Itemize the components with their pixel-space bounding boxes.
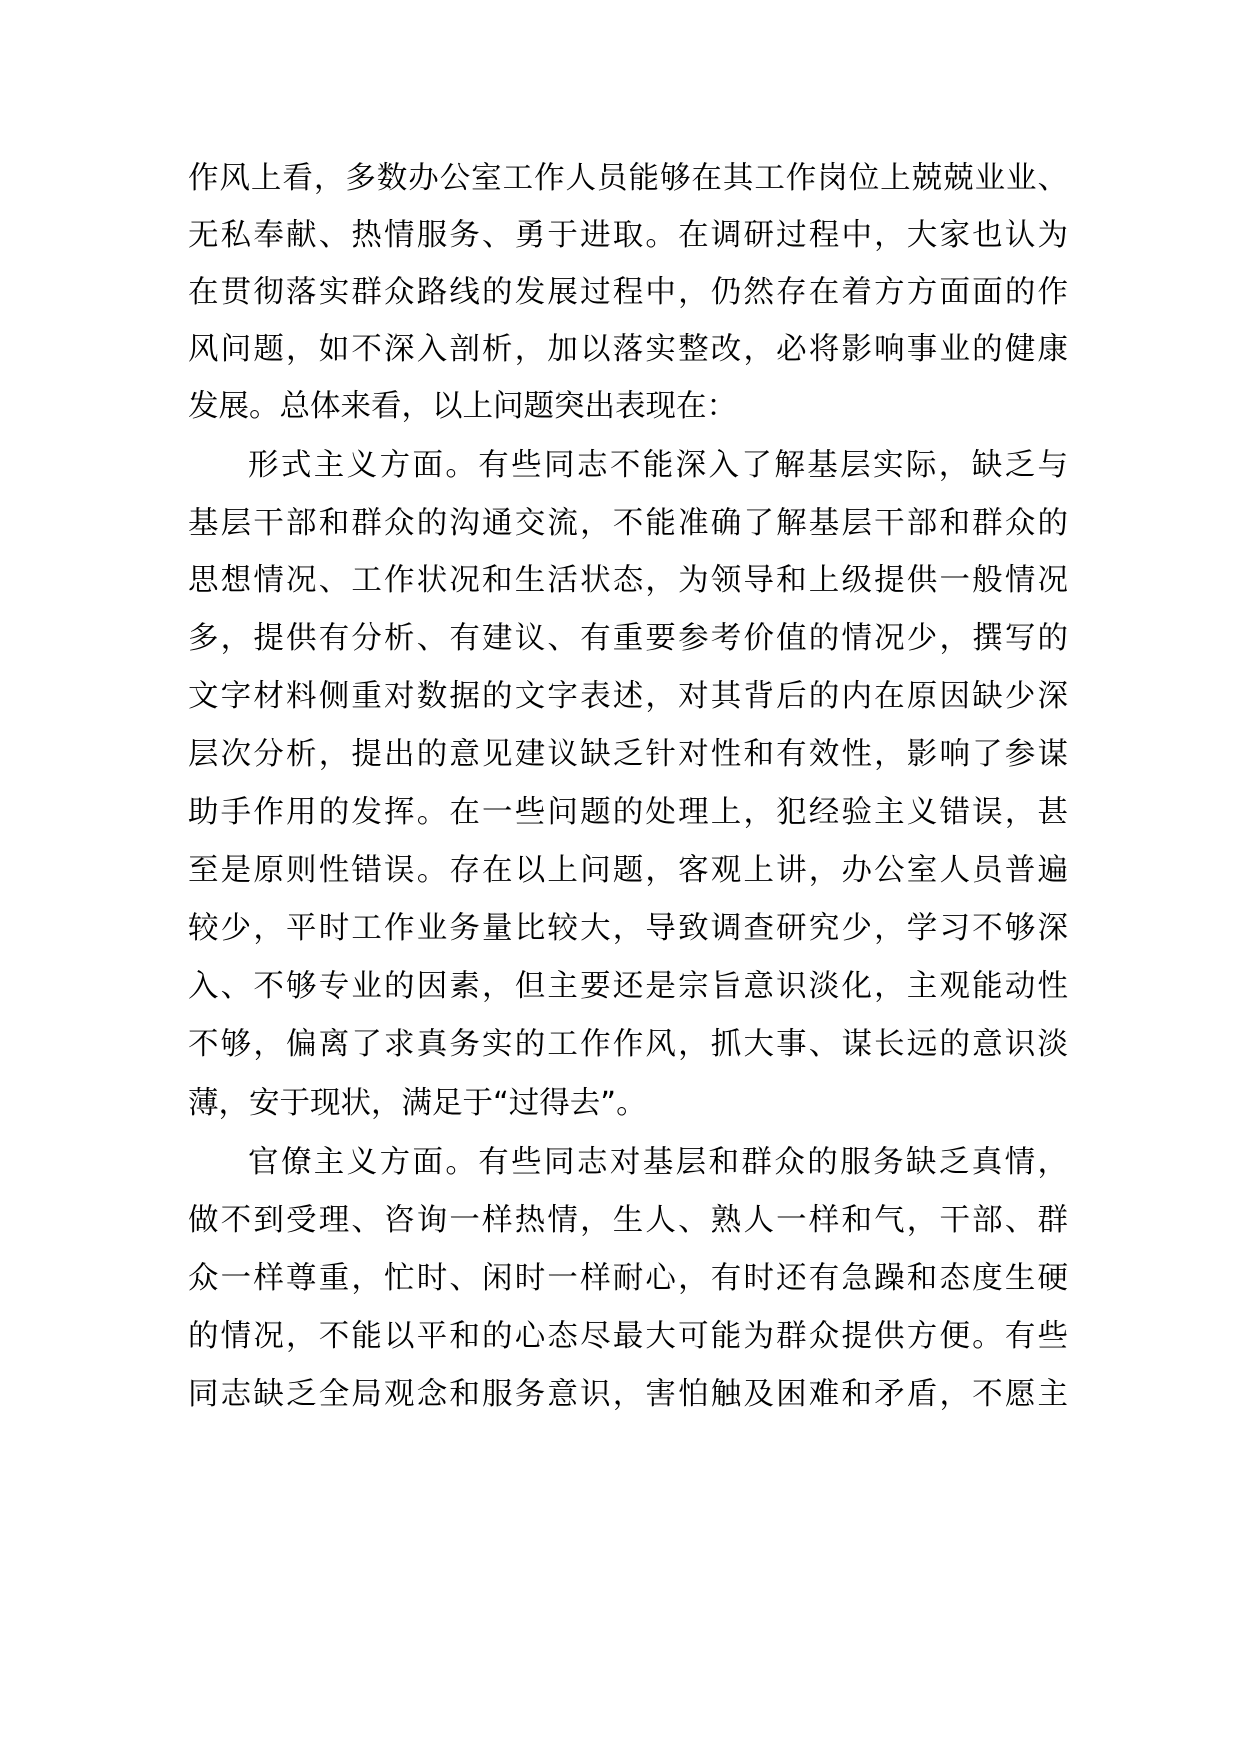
text-line: 基层干部和群众的沟通交流，不能准确了解基层干部和群众的 xyxy=(188,506,1068,541)
text-line: 在贯彻落实群众路线的发展过程中，仍然存在着方方面面的作 xyxy=(188,275,1068,310)
text-line: 较少，平时工作业务量比较大，导致调查研究少，学习不够深 xyxy=(188,911,1068,946)
text-line: 发展。总体来看，以上问题突出表现在： xyxy=(188,389,737,424)
text-line: 不够，偏离了求真务实的工作作风，抓大事、谋长远的意识淡 xyxy=(188,1027,1068,1062)
text-line: 入、不够专业的因素，但主要还是宗旨意识淡化，主观能动性 xyxy=(188,969,1068,1004)
text-line: 无私奉献、热情服务、勇于进取。在调研过程中，大家也认为 xyxy=(188,218,1068,253)
text-line: 层次分析，提出的意见建议缺乏针对性和有效性，影响了参谋 xyxy=(188,737,1068,772)
text-line: 风问题，如不深入剖析，加以落实整改，必将影响事业的健康 xyxy=(188,332,1068,367)
text-line: 薄，安于现状，满足于“过得去”。 xyxy=(188,1086,647,1121)
text-line: 官僚主义方面。有些同志对基层和群众的服务缺乏真情， xyxy=(248,1145,1068,1180)
text-line: 至是原则性错误。存在以上问题，客观上讲，办公室人员普遍 xyxy=(188,853,1068,888)
text-line: 形式主义方面。有些同志不能深入了解基层实际，缺乏与 xyxy=(248,448,1068,483)
text-line: 文字材料侧重对数据的文字表述，对其背后的内在原因缺少深 xyxy=(188,679,1068,714)
text-line: 众一样尊重，忙时、闲时一样耐心，有时还有急躁和态度生硬 xyxy=(188,1261,1068,1296)
text-line: 同志缺乏全局观念和服务意识，害怕触及困难和矛盾，不愿主 xyxy=(188,1377,1068,1412)
text-line: 多，提供有分析、有建议、有重要参考价值的情况少，撰写的 xyxy=(188,621,1068,656)
text-line: 思想情况、工作状况和生活状态，为领导和上级提供一般情况 xyxy=(188,563,1068,598)
text-line: 助手作用的发挥。在一些问题的处理上，犯经验主义错误，甚 xyxy=(188,795,1068,830)
text-line: 的情况，不能以平和的心态尽最大可能为群众提供方便。有些 xyxy=(188,1319,1068,1354)
text-line: 做不到受理、咨询一样热情，生人、熟人一样和气，干部、群 xyxy=(188,1203,1068,1238)
text-line: 作风上看，多数办公室工作人员能够在其工作岗位上兢兢业业、 xyxy=(188,161,1068,196)
